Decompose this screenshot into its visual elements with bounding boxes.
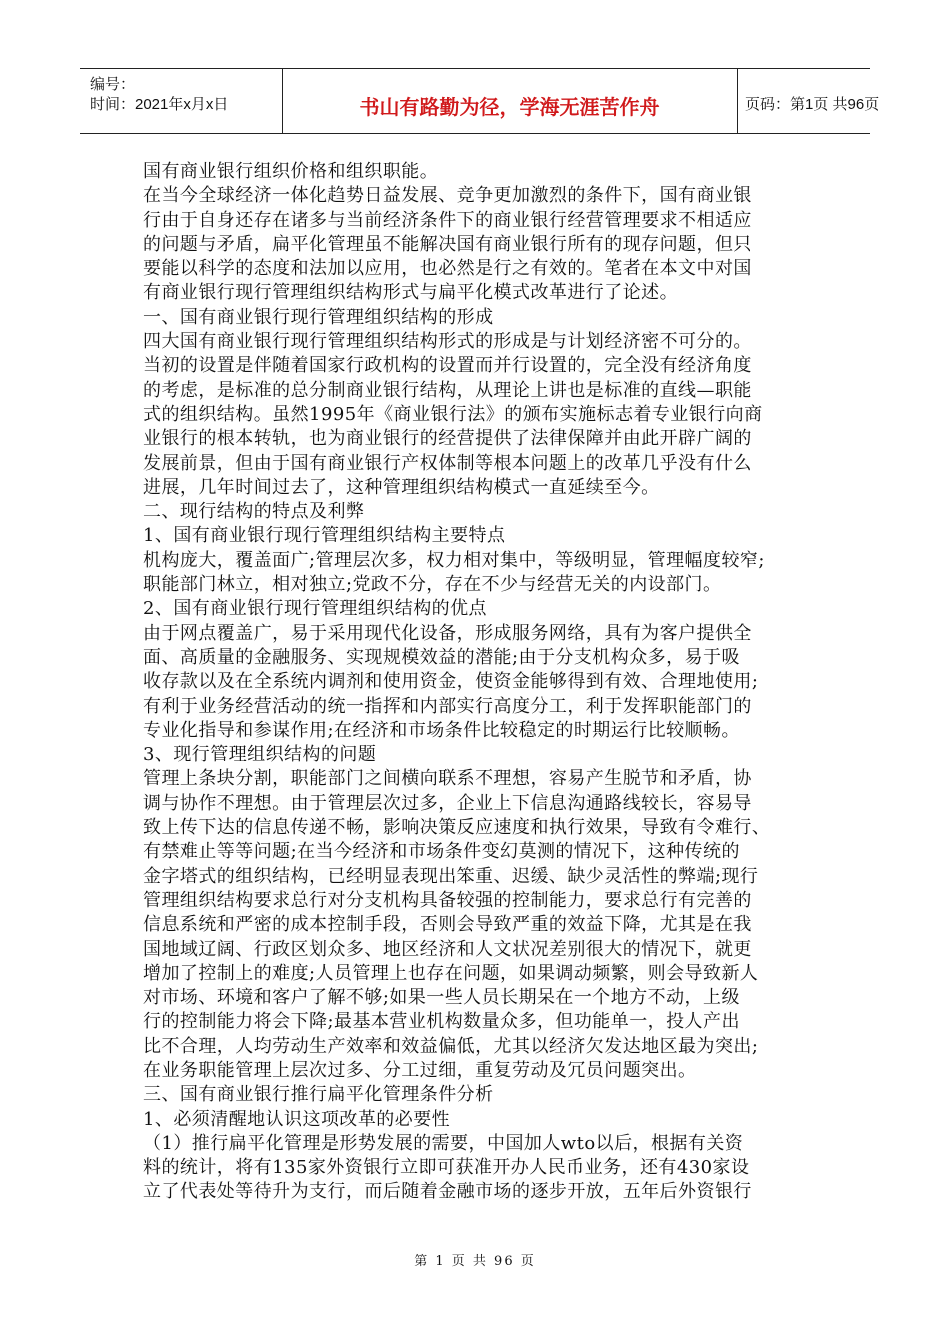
document-body (143, 160, 813, 1205)
body-line: 职能部门林立，相对独立;党政不分，存在不少与经营无关的内设部门。 (143, 574, 722, 596)
body-line: （1）推行扁平化管理是形势发展的需要，中国加人wto以后，根据有关资 (143, 1132, 744, 1154)
body-line: 式的组织结构。虽然1995年《商业银行法》的颁布实施标志着专业银行向商 (143, 403, 763, 425)
body-line: 国有商业银行组织价格和组织职能。 (143, 161, 439, 182)
body-line: 2、国有商业银行现行管理组织结构的优点 (143, 598, 488, 620)
body-line: 要能以科学的态度和法加以应用，也必然是行之有效的。笔者在本文中对国 (143, 258, 752, 280)
body-line: 的问题与矛盾，扁平化管理虽不能解决国有商业银行所有的现存问题，但只 (143, 233, 752, 255)
body-line: 信息系统和严密的成本控制手段，否则会导致严重的效益下降，尤其是在我 (143, 914, 752, 936)
body-line: 专业化指导和参谋作用;在经济和市场条件比较稳定的时期运行比较顺畅。 (143, 719, 740, 741)
body-line: 管理上条块分割，职能部门之间横向联系不理想，容易产生脱节和矛盾，协 (143, 768, 752, 790)
header-motto-cell (282, 69, 738, 133)
body-line: 致上传下达的信息传递不畅，影响决策反应速度和执行效果，导致有令难行、 (143, 817, 771, 839)
body-line: 国地域辽阔、行政区划众多、地区经济和人文状况差别很大的情况下，就更 (143, 938, 752, 960)
page-footer: 第 1 页 共 96 页 (414, 1254, 536, 1269)
body-line: 收存款以及在全系统内调剂和使用资金，使资金能够得到有效、合理地使用; (143, 671, 759, 693)
body-line: 面、高质量的金融服务、实现规模效益的潜能;由于分支机构众多，易于吸 (143, 646, 740, 668)
body-line: 1、必须清醒地认识这项改革的必要性 (143, 1108, 451, 1130)
document-date: 时间：2021年x月x日 (90, 96, 229, 113)
body-line: 在当今全球经济一体化趋势日益发展、竞争更加激烈的条件下，国有商业银 (143, 185, 752, 207)
body-line: 料的统计，将有135家外资银行立即可获准开办人民币业务，还有430家设 (143, 1157, 750, 1179)
header-page-info: 页码：第1页 共96页 (745, 96, 880, 113)
body-line: 一、国有商业银行现行管理组织结构的形成 (143, 306, 494, 328)
body-line: 管理组织结构要求总行对分支机构具备较强的控制能力，要求总行有完善的 (143, 889, 752, 911)
document-number-label: 编号： (90, 76, 136, 93)
body-line: 3、现行管理组织结构的问题 (143, 744, 377, 766)
body-line: 有商业银行现行管理组织结构形式与扁平化模式改革进行了论述。 (143, 282, 679, 304)
header-left-cell (80, 69, 283, 133)
body-line: 的考虑，是标准的总分制商业银行结构，从理论上讲也是标准的直线—职能 (143, 379, 752, 401)
body-line: 进展，几年时间过去了，这种管理组织结构模式一直延续至今。 (143, 476, 660, 498)
body-line: 有利于业务经营活动的统一指挥和内部实行高度分工，利于发挥职能部门的 (143, 695, 752, 717)
body-line: 发展前景，但由于国有商业银行产权体制等根本问题上的改革几乎没有什么 (143, 452, 752, 474)
body-line: 二、现行结构的特点及利弊 (143, 501, 365, 523)
body-line: 行由于自身还存在诸多与当前经济条件下的商业银行经营管理要求不相适应 (143, 209, 752, 231)
body-line: 当初的设置是伴随着国家行政机构的设置而并行设置的，完全没有经济角度 (143, 355, 752, 377)
body-line: 立了代表处等待升为支行，而后随着金融市场的逐步开放，五年后外资银行 (143, 1181, 752, 1203)
body-line: 金字塔式的组织结构，已经明显表现出笨重、迟缓、缺少灵活性的弊端;现行 (143, 865, 759, 887)
body-line: 四大国有商业银行现行管理组织结构形式的形成是与计划经济密不可分的。 (143, 331, 752, 353)
document-header (80, 68, 880, 134)
body-line: 机构庞大，覆盖面广;管理层次多，权力相对集中，等级明显，管理幅度较窄; (143, 549, 765, 571)
body-line: 对市场、环境和客户了解不够;如果一些人员长期呆在一个地方不动，上级 (143, 987, 740, 1009)
body-line: 行的控制能力将会下降;最基本营业机构数量众多，但功能单一，投人产出 (143, 1011, 740, 1033)
body-line: 增加了控制上的难度;人员管理上也存在问题，如果调动频繁，则会导致新人 (143, 962, 759, 984)
body-line: 三、国有商业银行推行扁平化管理条件分析 (143, 1084, 494, 1106)
header-motto: 书山有路勤为径，学海无涯苦作舟 (359, 95, 660, 119)
body-line: 有禁难止等等问题;在当今经济和市场条件变幻莫测的情况下，这种传统的 (143, 841, 740, 863)
body-line: 比不合理，人均劳动生产效率和效益偏低，尤其以经济欠发达地区最为突出; (143, 1035, 759, 1057)
body-line: 1、国有商业银行现行管理组织结构主要特点 (143, 525, 506, 547)
header-page-cell (737, 69, 880, 133)
body-line: 调与协作不理想。由于管理层次过多，企业上下信息沟通路线较长，容易导 (143, 792, 752, 814)
body-line: 业银行的根本转轨，也为商业银行的经营提供了法律保障并由此开辟广阔的 (143, 428, 752, 450)
body-line: 在业务职能管理上层次过多、分工过细，重复劳动及冗员问题突出。 (143, 1059, 697, 1081)
body-line: 由于网点覆盖广，易于采用现代化设备，形成服务网络，具有为客户提供全 (143, 622, 752, 644)
